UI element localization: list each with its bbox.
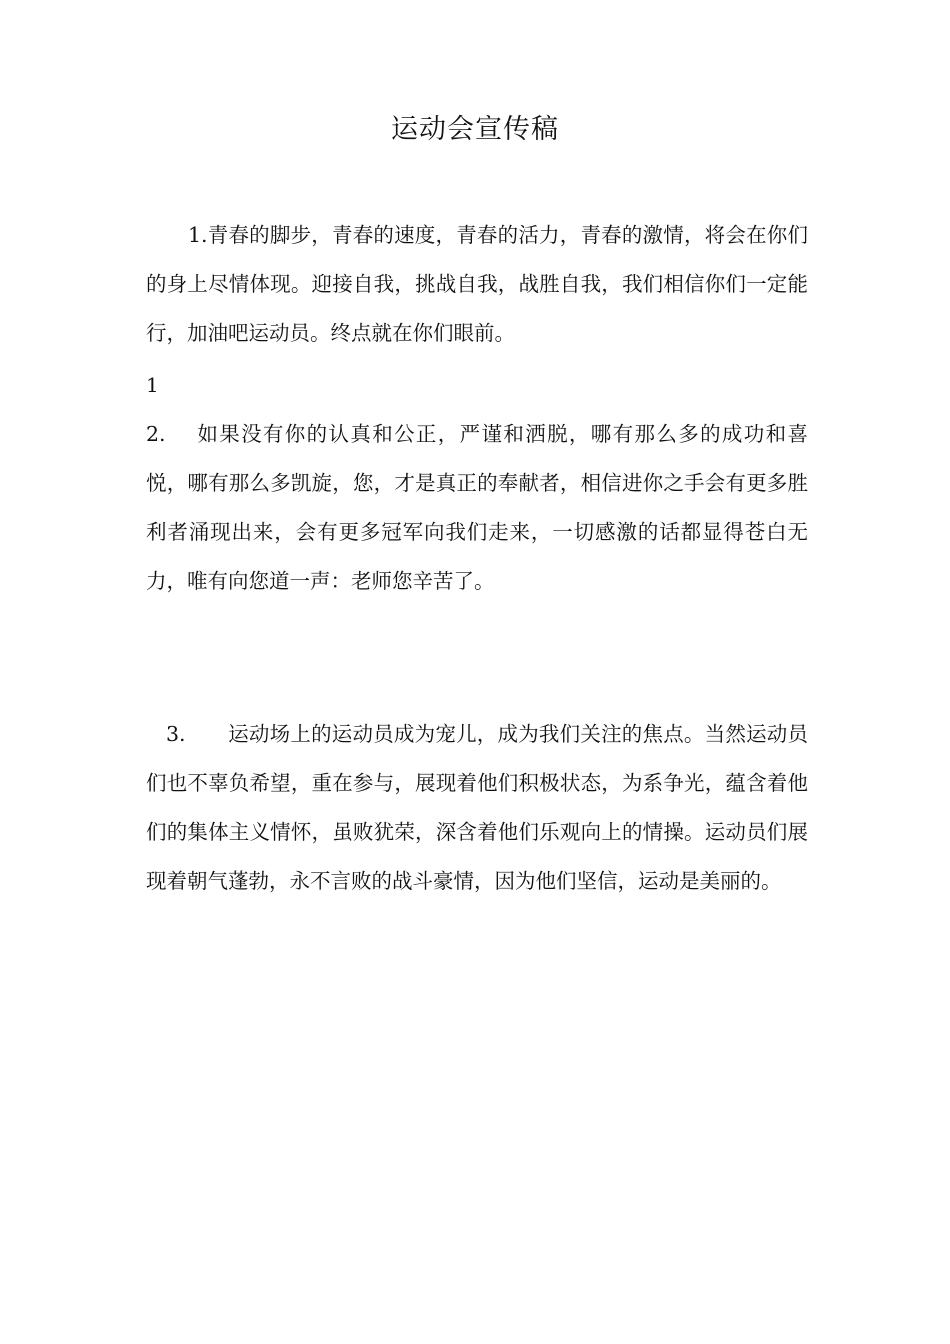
paragraph-3-text: 运动场上的运动员成为宠儿，成为我们关注的焦点。当然运动员们也不辜负希望，重在参与，展现着他们积极状态，为系争光，蕴含着他们的集体主义情怀，虽败犹荣，深含着他们乐观向上的情操。运动员们展现着朝气蓬勃，永不言败的战斗豪情，因为他们坚信，运动是美丽的。 — [146, 722, 808, 893]
paragraph-2-number: 2. — [146, 422, 166, 446]
paragraph-2 — [146, 410, 808, 606]
paragraph-3 — [146, 710, 808, 906]
document-title: 运动会宣传稿 — [391, 114, 559, 145]
paragraph-2-text: 如果没有你的认真和公正，严谨和洒脱，哪有那么多的成功和喜悦，哪有那么多凯旋，您，才是真正的奉献者，相信进你之手会有更多胜利者涌现出来，会有更多冠军向我们走来，一切感激的话都显得苍白无力，唯有向您道一声：老师您辛苦了。 — [146, 422, 808, 593]
paragraph-3-number: 3. — [166, 722, 186, 746]
page-number: 1 — [146, 373, 159, 397]
paragraph-1: 1.青春的脚步，青春的速度，青春的活力，青春的激情，将会在你们的身上尽情体现。迎接自我，挑战自我，战胜自我，我们相信你们一定能行，加油吧运动员。终点就在你们眼前。 — [146, 223, 808, 345]
